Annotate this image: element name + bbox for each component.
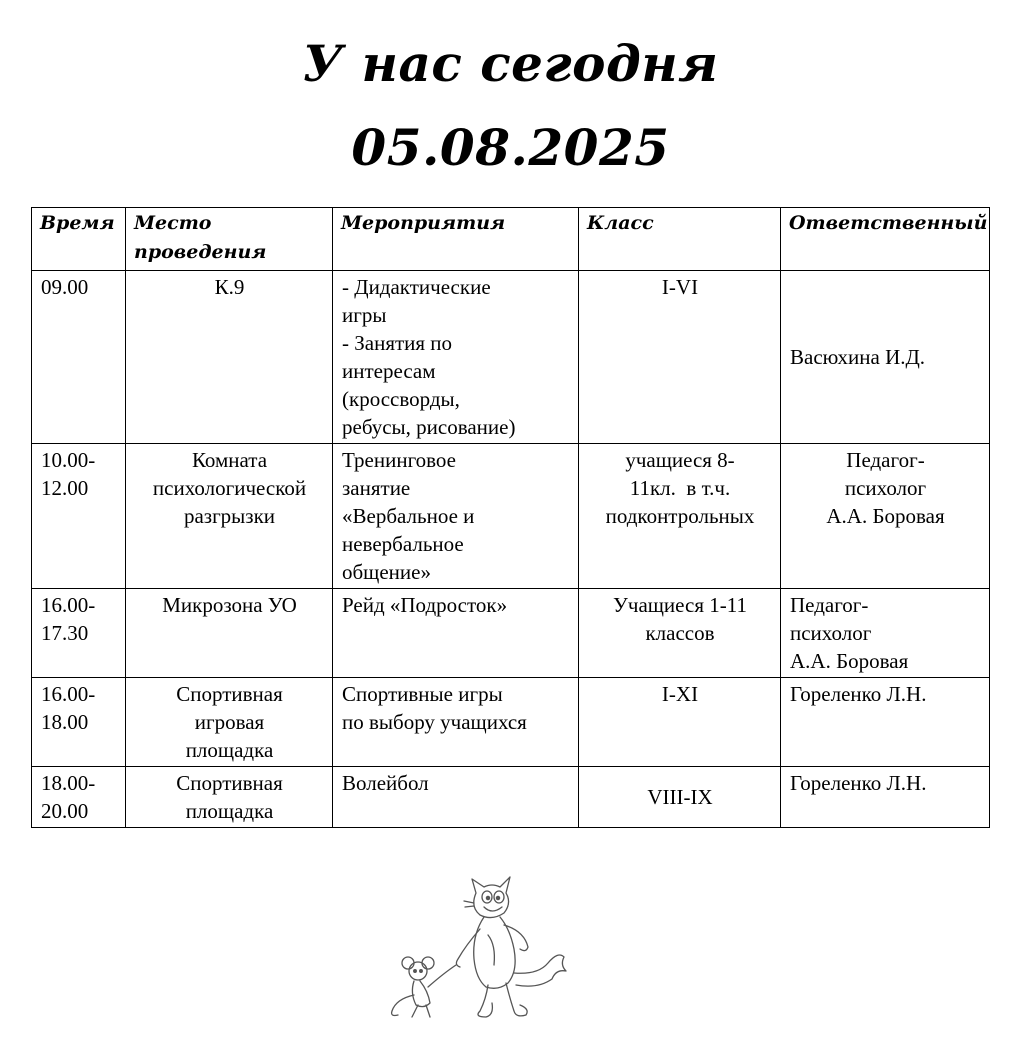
- cell-text: I-VI: [661, 275, 699, 299]
- cell-text: классов: [645, 621, 715, 645]
- cell-text: 11кл. в т.ч.: [629, 476, 731, 500]
- cell-text: 09.00: [41, 275, 89, 299]
- cell-text: А.А. Боровая: [790, 649, 909, 673]
- cell-time: [32, 444, 126, 589]
- cell-text: Педагог-: [790, 593, 869, 617]
- cell-text: 16.00-: [41, 593, 96, 617]
- cell-class: [579, 767, 781, 828]
- cell-text: Тренинговое: [342, 448, 457, 472]
- cell-class: [579, 678, 781, 767]
- cell-text: 18.00-: [41, 771, 96, 795]
- cell-text: игры: [342, 303, 387, 327]
- cell-text: по выбору учащихся: [342, 710, 527, 734]
- cell-text: Спортивные игры: [342, 682, 503, 706]
- cell-text: I-XI: [661, 682, 699, 706]
- cell-text: Педагог-: [846, 448, 925, 472]
- cell-text: ребусы, рисование): [342, 415, 516, 439]
- cell-text: 17.30: [41, 621, 89, 645]
- cell-text: 18.00: [41, 710, 89, 734]
- cell-event: [333, 678, 579, 767]
- cell-responsible: [781, 589, 990, 678]
- cell-text: VIII-IX: [647, 785, 713, 809]
- cell-time: [32, 678, 126, 767]
- header-place-line1: Место: [134, 212, 212, 234]
- cell-place: [126, 444, 333, 589]
- cell-text: площадка: [185, 799, 274, 823]
- cell-text: Волейбол: [342, 771, 429, 795]
- cell-place: [126, 678, 333, 767]
- cell-responsible: [781, 444, 990, 589]
- cell-text: невербальное: [342, 532, 464, 556]
- cell-text: (кроссворды,: [342, 387, 460, 411]
- cell-text: 20.00: [41, 799, 89, 823]
- cell-text: А.А. Боровая: [826, 504, 945, 528]
- cell-text: Комната: [191, 448, 268, 472]
- header-place-line2: проведения: [134, 241, 267, 263]
- table-row: [32, 767, 990, 828]
- cell-text: - Дидактические: [342, 275, 491, 299]
- cell-text: - Занятия по: [342, 331, 453, 355]
- cell-text: Учащиеся 1-11: [613, 593, 747, 617]
- cell-text: разгрызки: [183, 504, 276, 528]
- table-row: [32, 271, 990, 444]
- cell-text: 12.00: [41, 476, 89, 500]
- header-event: Мероприятия: [333, 208, 579, 271]
- header-time: Время: [32, 208, 126, 271]
- cell-text: 10.00-: [41, 448, 96, 472]
- schedule-table: [31, 207, 990, 828]
- header-responsible: Ответственный: [781, 208, 990, 271]
- header-class: Класс: [579, 208, 781, 271]
- header-place: [126, 208, 333, 271]
- cell-text: Васюхина И.Д.: [790, 345, 926, 369]
- cell-class: [579, 589, 781, 678]
- cell-text: Рейд «Подросток»: [342, 593, 508, 617]
- cell-text: Гореленко Л.Н.: [790, 771, 927, 795]
- cell-event: [333, 767, 579, 828]
- cell-text: интересам: [342, 359, 436, 383]
- cell-text: психолог: [790, 621, 872, 645]
- cell-time: [32, 271, 126, 444]
- page-date: 05.08.2025: [351, 118, 670, 177]
- cell-text: Микрозона УО: [162, 593, 297, 617]
- cell-text: «Вербальное и: [342, 504, 475, 528]
- cell-text: 16.00-: [41, 682, 96, 706]
- cell-place: [126, 767, 333, 828]
- cat-and-mouse-cartoon-icon: [388, 875, 578, 1025]
- cell-place: [126, 589, 333, 678]
- cell-text: Гореленко Л.Н.: [790, 682, 927, 706]
- table-row: [32, 678, 990, 767]
- cell-text: площадка: [185, 738, 274, 762]
- cell-class: [579, 271, 781, 444]
- cell-class: [579, 444, 781, 589]
- cell-text: психологической: [152, 476, 307, 500]
- cell-place: [126, 271, 333, 444]
- page-title: У нас сегодня: [302, 34, 719, 93]
- cell-event: [333, 589, 579, 678]
- cell-responsible: [781, 767, 990, 828]
- table-row: [32, 589, 990, 678]
- cell-responsible: [781, 271, 990, 444]
- cell-time: [32, 767, 126, 828]
- cell-event: [333, 444, 579, 589]
- cell-time: [32, 589, 126, 678]
- cell-text: Спортивная: [176, 682, 283, 706]
- cell-text: занятие: [342, 476, 411, 500]
- cell-event: [333, 271, 579, 444]
- cell-text: психолог: [844, 476, 927, 500]
- cell-text: игровая: [194, 710, 265, 734]
- table-row: [32, 444, 990, 589]
- cell-text: Спортивная: [176, 771, 283, 795]
- cell-text: подконтрольных: [605, 504, 755, 528]
- table-header-row: [32, 208, 990, 271]
- cell-responsible: [781, 678, 990, 767]
- cell-text: К.9: [214, 275, 245, 299]
- cell-text: общение»: [342, 560, 431, 584]
- cell-text: учащиеся 8-: [625, 448, 735, 472]
